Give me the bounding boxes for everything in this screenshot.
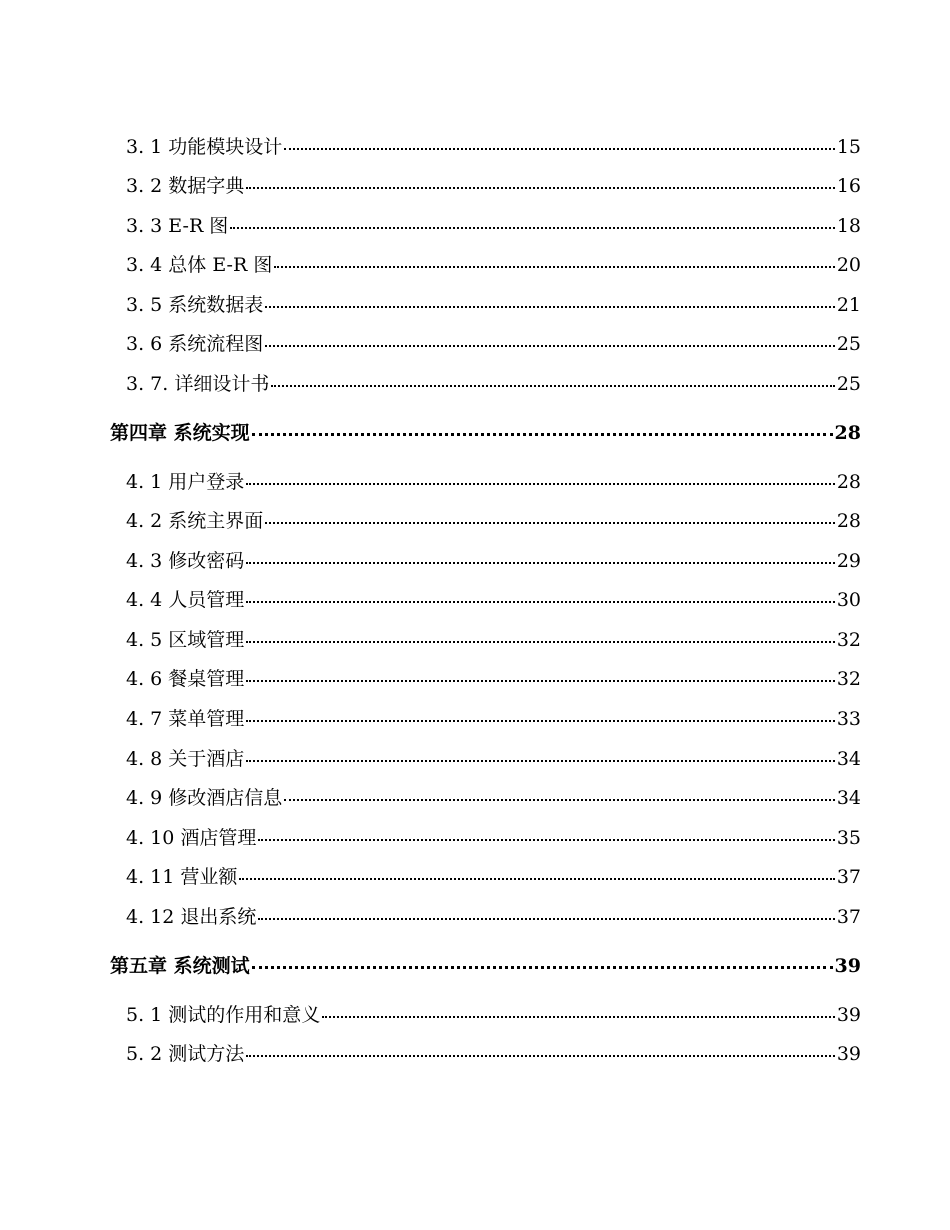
toc-entry-4-8[interactable] <box>126 746 861 772</box>
toc-chapter-title: 第四章 系统实现 <box>110 422 250 444</box>
dot-leader <box>322 1014 835 1018</box>
toc-page-number: 33 <box>836 708 861 730</box>
toc-page-number: 37 <box>836 866 861 888</box>
toc-page-number: 32 <box>836 668 861 690</box>
dot-leader <box>246 758 835 762</box>
dot-leader <box>246 639 835 643</box>
toc-entry-title: 4. 11 营业额 <box>126 866 238 888</box>
dot-leader <box>246 560 835 564</box>
dot-leader <box>230 225 835 229</box>
toc-entry-title: 4. 5 区域管理 <box>126 629 245 651</box>
toc-entry-title: 4. 8 关于酒店 <box>126 748 245 770</box>
toc-entry-3-7[interactable] <box>126 371 861 397</box>
toc-entry-title: 3. 7. 详细设计书 <box>126 373 270 395</box>
dot-leader <box>274 264 834 268</box>
toc-entry-4-11[interactable] <box>126 864 861 890</box>
toc-page-number: 25 <box>836 373 861 395</box>
toc-page-number: 39 <box>834 955 861 977</box>
dot-leader <box>246 481 835 485</box>
toc-page-number: 15 <box>836 136 861 158</box>
toc-entry-title: 4. 3 修改密码 <box>126 550 245 572</box>
toc-entry-4-5[interactable] <box>126 627 861 653</box>
toc-chapter-title: 第五章 系统测试 <box>110 955 250 977</box>
toc-entry-title: 4. 12 退出系统 <box>126 906 257 928</box>
toc-entry-5-2[interactable] <box>126 1041 861 1067</box>
toc-entry-title: 4. 10 酒店管理 <box>126 827 257 849</box>
toc-page-number: 37 <box>836 906 861 928</box>
toc-entry-title: 4. 7 菜单管理 <box>126 708 245 730</box>
toc-entry-4-10[interactable] <box>126 825 861 851</box>
dot-leader <box>284 146 835 150</box>
toc-entry-title: 4. 2 系统主界面 <box>126 510 264 532</box>
dot-leader <box>239 876 834 880</box>
toc-page-number: 34 <box>836 787 861 809</box>
toc-entry-3-5[interactable] <box>126 292 861 318</box>
toc-entry-title: 4. 4 人员管理 <box>126 589 245 611</box>
toc-entry-title: 3. 1 功能模块设计 <box>126 136 283 158</box>
toc-page-number: 39 <box>836 1043 861 1065</box>
toc-entry-3-6[interactable] <box>126 331 861 357</box>
toc-entry-4-7[interactable] <box>126 706 861 732</box>
toc-page-number: 34 <box>836 748 861 770</box>
dot-leader <box>252 431 833 436</box>
toc-entry-4-4[interactable] <box>126 587 861 613</box>
toc-page-number: 29 <box>836 550 861 572</box>
toc-page-number: 25 <box>836 333 861 355</box>
dot-leader <box>271 383 834 387</box>
dot-leader <box>258 916 834 920</box>
dot-leader <box>265 343 835 347</box>
toc-page-number: 32 <box>836 629 861 651</box>
toc-entry-4-2[interactable] <box>126 508 861 534</box>
toc-entry-3-1[interactable] <box>126 134 861 160</box>
toc-entry-4-12[interactable] <box>126 904 861 930</box>
dot-leader <box>246 185 835 189</box>
toc-page-number: 18 <box>836 215 861 237</box>
dot-leader <box>258 837 834 841</box>
toc-page-number: 28 <box>836 471 861 493</box>
dot-leader <box>246 599 835 603</box>
toc-entry-3-3[interactable] <box>126 213 861 239</box>
toc-page-number: 16 <box>836 175 861 197</box>
toc-entry-3-2[interactable] <box>126 173 861 199</box>
toc-entry-title: 5. 1 测试的作用和意义 <box>126 1004 321 1026</box>
toc-entry-title: 5. 2 测试方法 <box>126 1043 245 1065</box>
toc-entry-title: 4. 6 餐桌管理 <box>126 668 245 690</box>
toc-entry-title: 3. 3 E-R 图 <box>126 215 229 237</box>
toc-entry-4-6[interactable] <box>126 666 861 692</box>
toc-entry-4-3[interactable] <box>126 548 861 574</box>
toc-chapter-4[interactable] <box>110 420 861 446</box>
dot-leader <box>246 678 835 682</box>
toc-page-number: 35 <box>836 827 861 849</box>
toc-entry-4-9[interactable] <box>126 785 861 811</box>
toc-entry-title: 3. 2 数据字典 <box>126 175 245 197</box>
toc-entry-4-1[interactable] <box>126 469 861 495</box>
toc-entry-title: 3. 5 系统数据表 <box>126 294 264 316</box>
dot-leader <box>284 797 835 801</box>
toc-entry-title: 4. 9 修改酒店信息 <box>126 787 283 809</box>
dot-leader <box>246 718 835 722</box>
toc-page-number: 20 <box>836 254 861 276</box>
dot-leader <box>265 520 835 524</box>
toc-entry-3-4[interactable] <box>126 252 861 278</box>
toc-page-number: 39 <box>836 1004 861 1026</box>
toc-page-number: 28 <box>834 422 861 444</box>
toc-entry-title: 3. 6 系统流程图 <box>126 333 264 355</box>
toc-chapter-5[interactable] <box>110 953 861 979</box>
dot-leader <box>252 964 833 969</box>
toc-entry-title: 3. 4 总体 E-R 图 <box>126 254 273 276</box>
dot-leader <box>246 1053 835 1057</box>
dot-leader <box>265 304 835 308</box>
toc-entry-title: 4. 1 用户登录 <box>126 471 245 493</box>
toc-page-number: 21 <box>836 294 861 316</box>
toc-entry-5-1[interactable] <box>126 1002 861 1028</box>
toc-page-number: 28 <box>836 510 861 532</box>
toc-page-number: 30 <box>836 589 861 611</box>
